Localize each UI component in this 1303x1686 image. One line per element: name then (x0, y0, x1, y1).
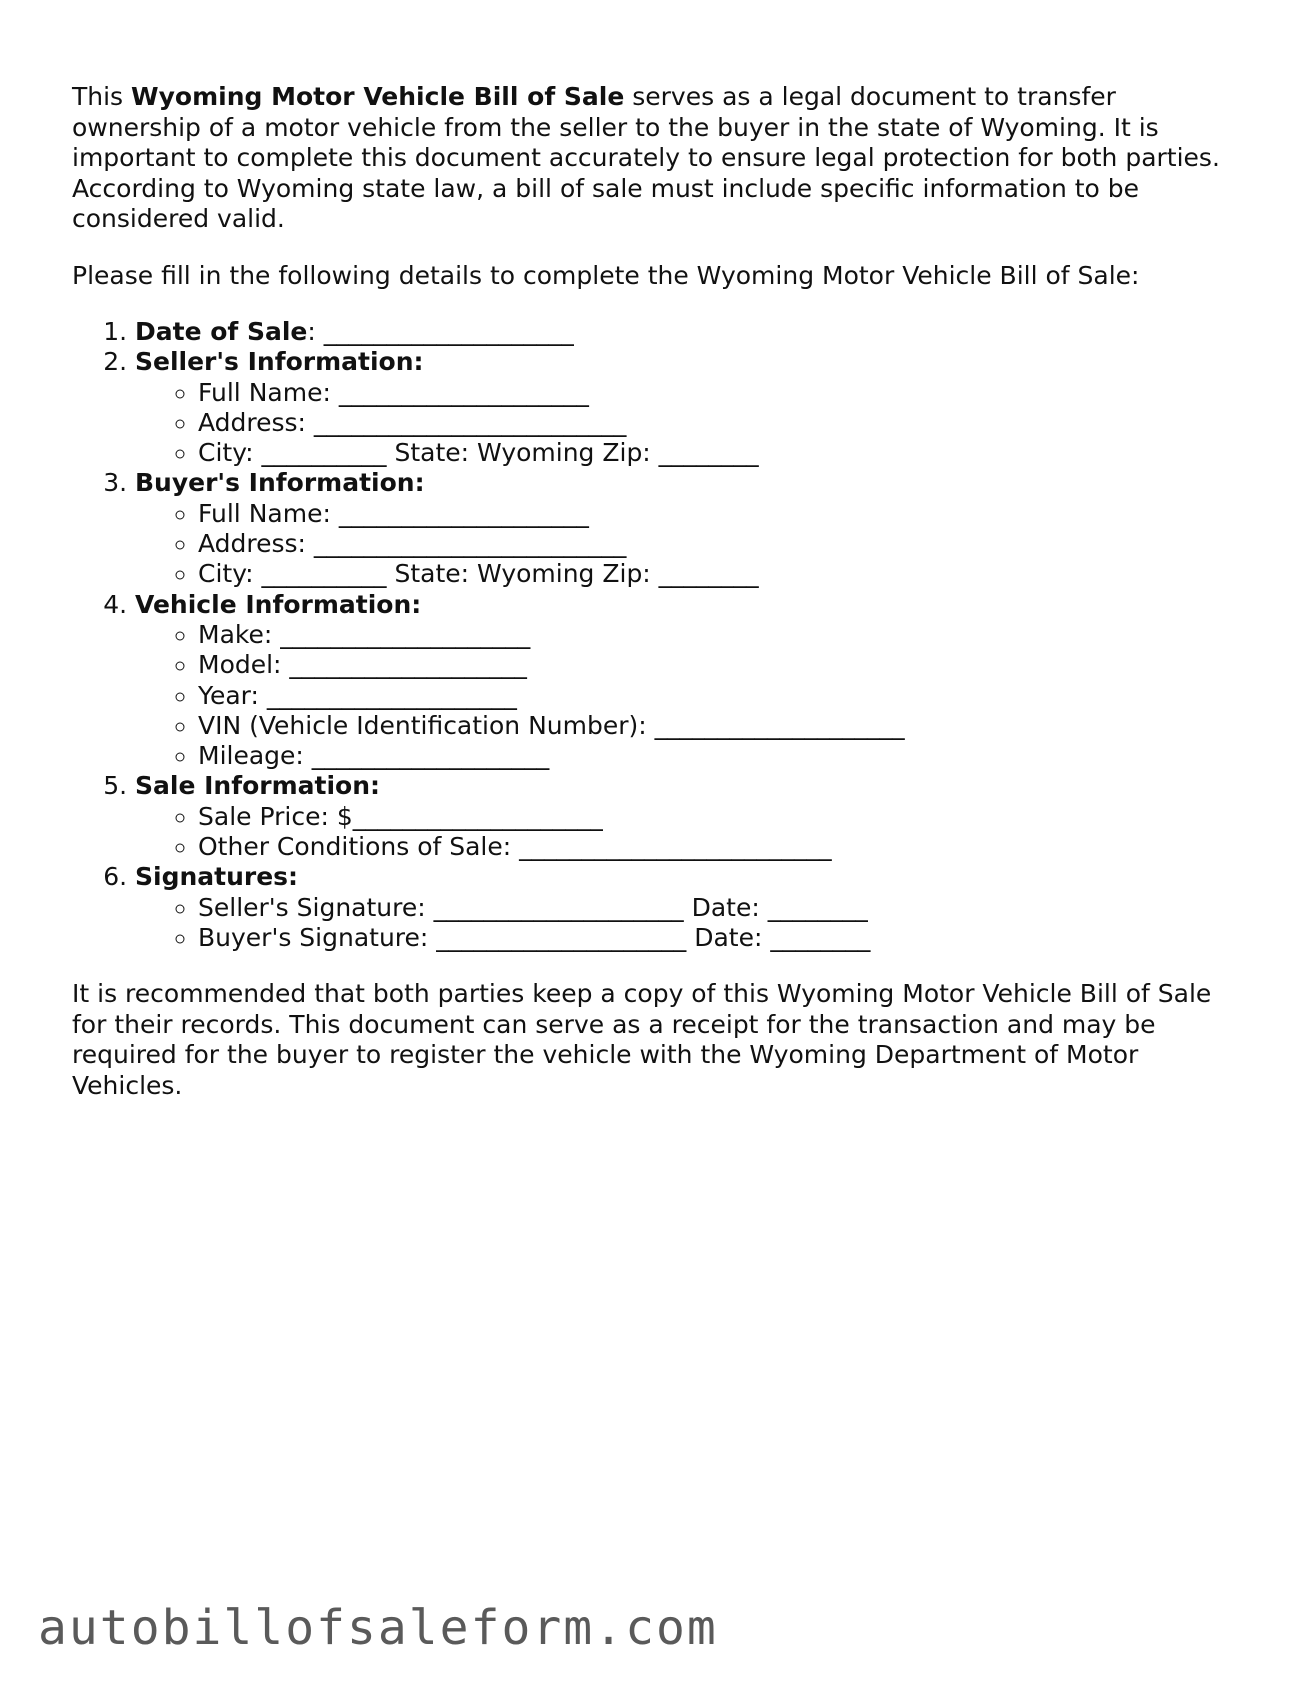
buyer-full-name-field[interactable]: ◦ Full Name: ____________________ (198, 499, 1242, 529)
seller-address-field[interactable]: ◦ Address: _________________________ (198, 408, 1242, 438)
vehicle-mileage-field[interactable]: ◦ Mileage: ___________________ (198, 741, 1242, 771)
closing-paragraph: It is recommended that both parties keep a copy of this Wyoming Motor Vehicle Bill of Sale for their records. This document can serve as a receipt for the transaction and may be required for the buyer to register the vehicle with the Wyoming Department of Motor Vehicles. (72, 979, 1212, 1100)
sale-price-field[interactable]: ◦ Sale Price: $____________________ (198, 802, 1242, 832)
form-sections-list (72, 317, 1242, 953)
section-signatures: 6. Signatures: ◦ Seller's Signature: ____________________ Date: ________ ◦ Buyer's Signature: ____________________ Date: ________ (135, 862, 1242, 953)
sale-fields (135, 802, 1242, 863)
seller-fields (135, 378, 1242, 469)
vehicle-year-field[interactable]: ◦ Year: ____________________ (198, 681, 1242, 711)
document-title-bold: Wyoming Motor Vehicle Bill of Sale (131, 82, 625, 111)
intro-text-end: serves as a legal document to transfer ownership of a motor vehicle from the seller to the buyer in the state of Wyoming. It is important to complete this document accurately to ensure legal protection for both parties. According to Wyoming state law, a bill of sale must include specific information to be considered valid. (72, 82, 1220, 233)
section-vehicle-information: 4. Vehicle Information: ◦ Make: ____________________ ◦ Model: ___________________ ◦ Year: ____________________ ◦ VIN (Vehicle Identification Number): ____________________ ◦ Mileage: ___________________ (135, 590, 1242, 772)
watermark-logo: autobillofsaleform.com (38, 1600, 718, 1656)
vehicle-model-field[interactable]: ◦ Model: ___________________ (198, 650, 1242, 680)
buyer-address-field[interactable]: ◦ Address: _________________________ (198, 529, 1242, 559)
vehicle-vin-field[interactable]: ◦ VIN (Vehicle Identification Number): ____________________ (198, 711, 1242, 741)
seller-full-name-field[interactable]: ◦ Full Name: ____________________ (198, 378, 1242, 408)
seller-city-state-zip-field[interactable]: ◦ City: __________ State: Wyoming Zip: ________ (198, 438, 1242, 468)
vehicle-make-field[interactable]: ◦ Make: ____________________ (198, 620, 1242, 650)
seller-signature-field[interactable]: ◦ Seller's Signature: ____________________ Date: ________ (198, 893, 1242, 923)
buyer-city-state-zip-field[interactable]: ◦ City: __________ State: Wyoming Zip: ________ (198, 559, 1242, 589)
intro-paragraph (72, 82, 1242, 235)
sale-conditions-field[interactable]: ◦ Other Conditions of Sale: _________________________ (198, 832, 1242, 862)
instructions-paragraph: Please fill in the following details to complete the Wyoming Motor Vehicle Bill of Sale: (72, 260, 1140, 290)
section-buyer-information: 3. Buyer's Information: ◦ Full Name: ____________________ ◦ Address: _________________________ ◦ City: __________ State: Wyoming Zip: ________ (135, 468, 1242, 589)
section-seller-information: 2. Seller's Information: ◦ Full Name: ____________________ ◦ Address: _________________________ ◦ City: __________ State: Wyoming Zip: ________ (135, 347, 1242, 468)
document-page (72, 82, 1242, 1101)
vehicle-fields (135, 620, 1242, 771)
intro-text-start: This (72, 82, 132, 111)
section-date-of-sale: 1. Date of Sale: ____________________ (135, 317, 1242, 347)
signature-fields (135, 893, 1242, 954)
buyer-signature-field[interactable]: ◦ Buyer's Signature: ____________________ Date: ________ (198, 923, 1242, 953)
buyer-fields (135, 499, 1242, 590)
date-of-sale-field[interactable]: : ____________________ (307, 317, 574, 346)
section-sale-information: 5. Sale Information: ◦ Sale Price: $____________________ ◦ Other Conditions of Sale: _________________________ (135, 771, 1242, 862)
